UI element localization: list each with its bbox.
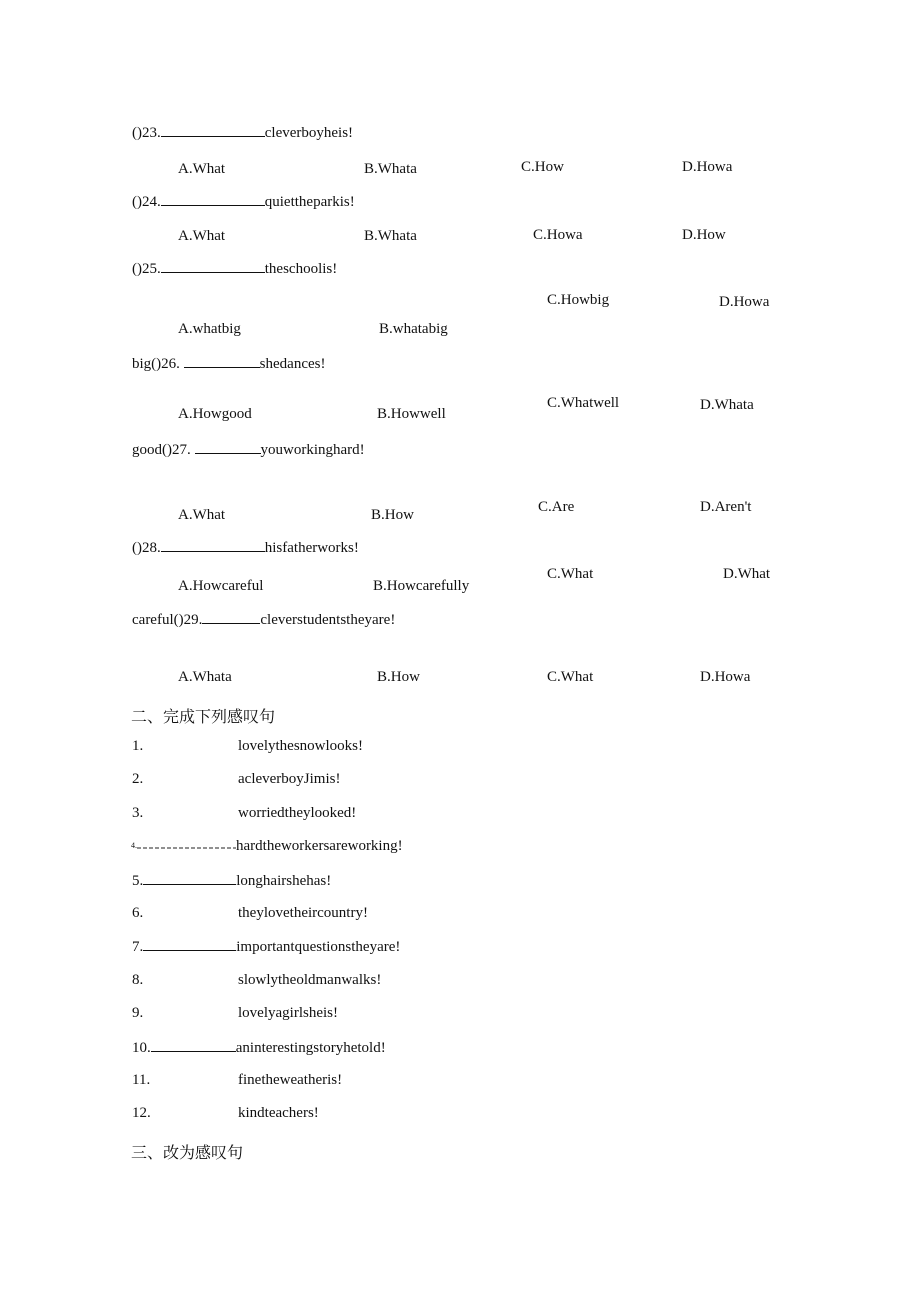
section-3-title: 三、改为感叹句 (131, 1143, 244, 1162)
question-number: ()28. (132, 540, 161, 556)
option-b: B.whatabig (379, 321, 448, 337)
exercise-number: 1. (132, 738, 144, 754)
question-23-stem (132, 123, 353, 142)
option-d: D.Aren't (700, 499, 752, 515)
question-text: theschoolis! (264, 261, 338, 277)
option-a: A.What (178, 228, 226, 244)
option-b: B.How (371, 507, 414, 523)
exercise-text: aninterestingstoryhetold! (235, 1040, 386, 1056)
question-number: good()27. (132, 442, 191, 458)
question-number: careful()29. (132, 612, 203, 628)
option-a: A.Howcareful (178, 578, 264, 594)
option-c: C.Whatwell (547, 395, 620, 411)
exercise-text: kindteachers! (238, 1105, 319, 1121)
question-26-stem (132, 354, 325, 373)
answer-blank[interactable] (184, 354, 260, 368)
exercise-number: 9. (132, 1005, 144, 1021)
question-25-stem (132, 259, 337, 278)
answer-blank[interactable] (161, 538, 265, 552)
option-b: B.Howwell (377, 406, 446, 422)
option-b: B.Whata (364, 161, 417, 177)
exercise-number: 7. (132, 939, 144, 955)
answer-blank[interactable] (143, 937, 236, 951)
answer-blank[interactable] (143, 871, 236, 885)
exercise-number: 6. (132, 905, 144, 921)
exercise-number: 4. (131, 841, 137, 850)
exercise-text: theylovetheircountry! (238, 905, 368, 921)
exercise-number: 11. (132, 1072, 151, 1088)
option-d: D.Whata (700, 397, 754, 413)
answer-blank[interactable] (161, 259, 265, 273)
option-c: C.What (547, 669, 594, 685)
question-number: ()23. (132, 125, 161, 141)
option-a: A.Whata (178, 669, 232, 685)
question-number: ()25. (132, 261, 161, 277)
option-d: D.Howa (700, 669, 751, 685)
exercise-number: 8. (132, 972, 144, 988)
exercise-text: lovelyagirlsheis! (238, 1005, 338, 1021)
question-text: cleverboyheis! (264, 125, 354, 141)
section-2-title: 二、完成下列感叹句 (131, 707, 276, 726)
option-c: C.Howbig (547, 292, 610, 308)
exercise-text: importantquestionstheyare! (236, 939, 401, 955)
exercise-text: lovelythesnowlooks! (238, 738, 363, 754)
option-c: C.Howa (533, 227, 583, 243)
option-d: D.How (682, 227, 726, 243)
exercise-row (132, 1038, 386, 1057)
exercise-row (131, 837, 403, 856)
exercise-row (132, 937, 400, 956)
exercise-row (132, 871, 331, 890)
answer-blank[interactable] (202, 610, 260, 624)
exercise-text: acleverboyJimis! (238, 771, 341, 787)
answer-blank[interactable] (161, 192, 265, 206)
answer-blank[interactable] (161, 123, 265, 137)
answer-blank[interactable] (151, 1038, 236, 1052)
option-d: D.What (723, 566, 771, 582)
question-text: cleverstudentstheyare! (260, 612, 396, 628)
answer-blank[interactable] (137, 838, 236, 856)
option-b: B.Howcarefully (373, 578, 470, 594)
exercise-text: longhairshehas! (236, 873, 332, 889)
question-number: ()24. (132, 194, 161, 210)
question-text: hisfatherworks! (264, 540, 359, 556)
exercise-number: 5. (132, 873, 144, 889)
question-29-stem (132, 610, 395, 629)
exercise-text: finetheweatheris! (238, 1072, 343, 1088)
option-d: D.Howa (719, 294, 770, 310)
question-number: big()26. (132, 356, 180, 372)
option-a: A.whatbig (178, 321, 241, 337)
option-c: C.Are (538, 499, 575, 515)
option-b: B.Whata (364, 228, 417, 244)
question-27-stem (132, 440, 365, 459)
question-text: youworkinghard! (260, 442, 365, 458)
answer-blank[interactable] (195, 440, 261, 454)
question-text: shedances! (259, 356, 326, 372)
option-d: D.Howa (682, 159, 733, 175)
exercise-number: 12. (132, 1105, 151, 1121)
question-24-stem (132, 192, 355, 211)
option-a: A.What (178, 507, 226, 523)
exercise-number: 3. (132, 805, 144, 821)
option-a: A.Howgood (178, 406, 252, 422)
exercise-text: hardtheworkersareworking! (236, 838, 403, 854)
exercise-text: slowlytheoldmanwalks! (238, 972, 382, 988)
option-a: A.What (178, 161, 226, 177)
option-b: B.How (377, 669, 420, 685)
exercise-text: worriedtheylooked! (238, 805, 357, 821)
exercise-number: 2. (132, 771, 144, 787)
option-c: C.What (547, 566, 594, 582)
exercise-number: 10. (132, 1040, 151, 1056)
option-c: C.How (521, 159, 564, 175)
question-28-stem (132, 538, 359, 557)
question-text: quiettheparkis! (264, 194, 355, 210)
